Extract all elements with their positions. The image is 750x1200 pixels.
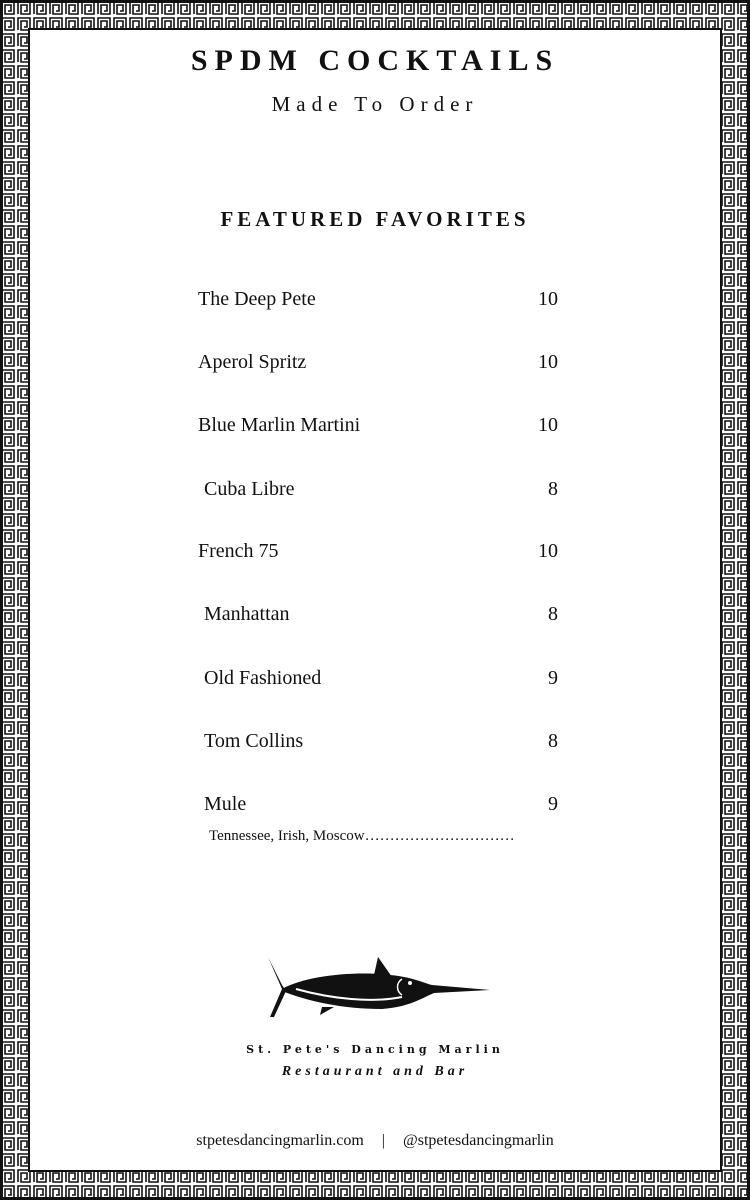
menu-item-price: 10 (538, 540, 558, 562)
menu-item (198, 667, 558, 695)
marlin-tail (268, 957, 286, 1017)
website-link[interactable]: stpetesdancingmarlin.com (196, 1132, 364, 1149)
menu-item-name: The Deep Pete (198, 288, 316, 310)
menu-item-price: 8 (548, 603, 558, 625)
menu-item-price: 9 (548, 793, 558, 815)
mule-note: Tennessee, Irish, Moscow………………………… (209, 828, 515, 844)
menu-item (198, 414, 558, 442)
menu-item (198, 351, 558, 379)
menu-item-price: 10 (538, 414, 558, 436)
menu-item (198, 478, 558, 506)
menu-item-name: Cuba Libre (204, 478, 295, 500)
marlin-dorsal-fin (374, 957, 392, 977)
marlin-body (282, 974, 490, 1009)
menu-item-name: Blue Marlin Martini (198, 414, 361, 436)
menu-item (198, 603, 558, 631)
menu-title: SPDM COCKTAILS (190, 44, 560, 77)
menu-subtitle: Made To Order (271, 92, 479, 116)
menu-item-price: 10 (538, 351, 558, 373)
marlin-logo (262, 955, 492, 1025)
social-handle[interactable]: @stpetesdancingmarlin (403, 1132, 554, 1149)
menu-item-name: Old Fashioned (204, 667, 322, 689)
footer-separator: | (381, 1132, 385, 1149)
menu-item-price: 8 (548, 730, 558, 752)
menu-item (198, 730, 558, 758)
menu-item-name: Mule (204, 793, 247, 815)
menu-item-name: Manhattan (204, 603, 290, 625)
menu-item (198, 288, 558, 316)
brand-name: St. Pete's Dancing Marlin (246, 1043, 504, 1056)
menu-item (198, 793, 558, 821)
section-title: FEATURED FAVORITES (220, 207, 530, 231)
menu-item-name: French 75 (198, 540, 279, 562)
menu-item-price: 9 (548, 667, 558, 689)
footer (0, 1132, 750, 1150)
brand-tagline: Restaurant and Bar (281, 1064, 469, 1079)
menu-item-name: Aperol Spritz (198, 351, 307, 373)
menu-item-name: Tom Collins (204, 730, 304, 752)
menu-item-price: 10 (538, 288, 558, 310)
menu-item (198, 540, 558, 568)
menu-item-price: 8 (548, 478, 558, 500)
